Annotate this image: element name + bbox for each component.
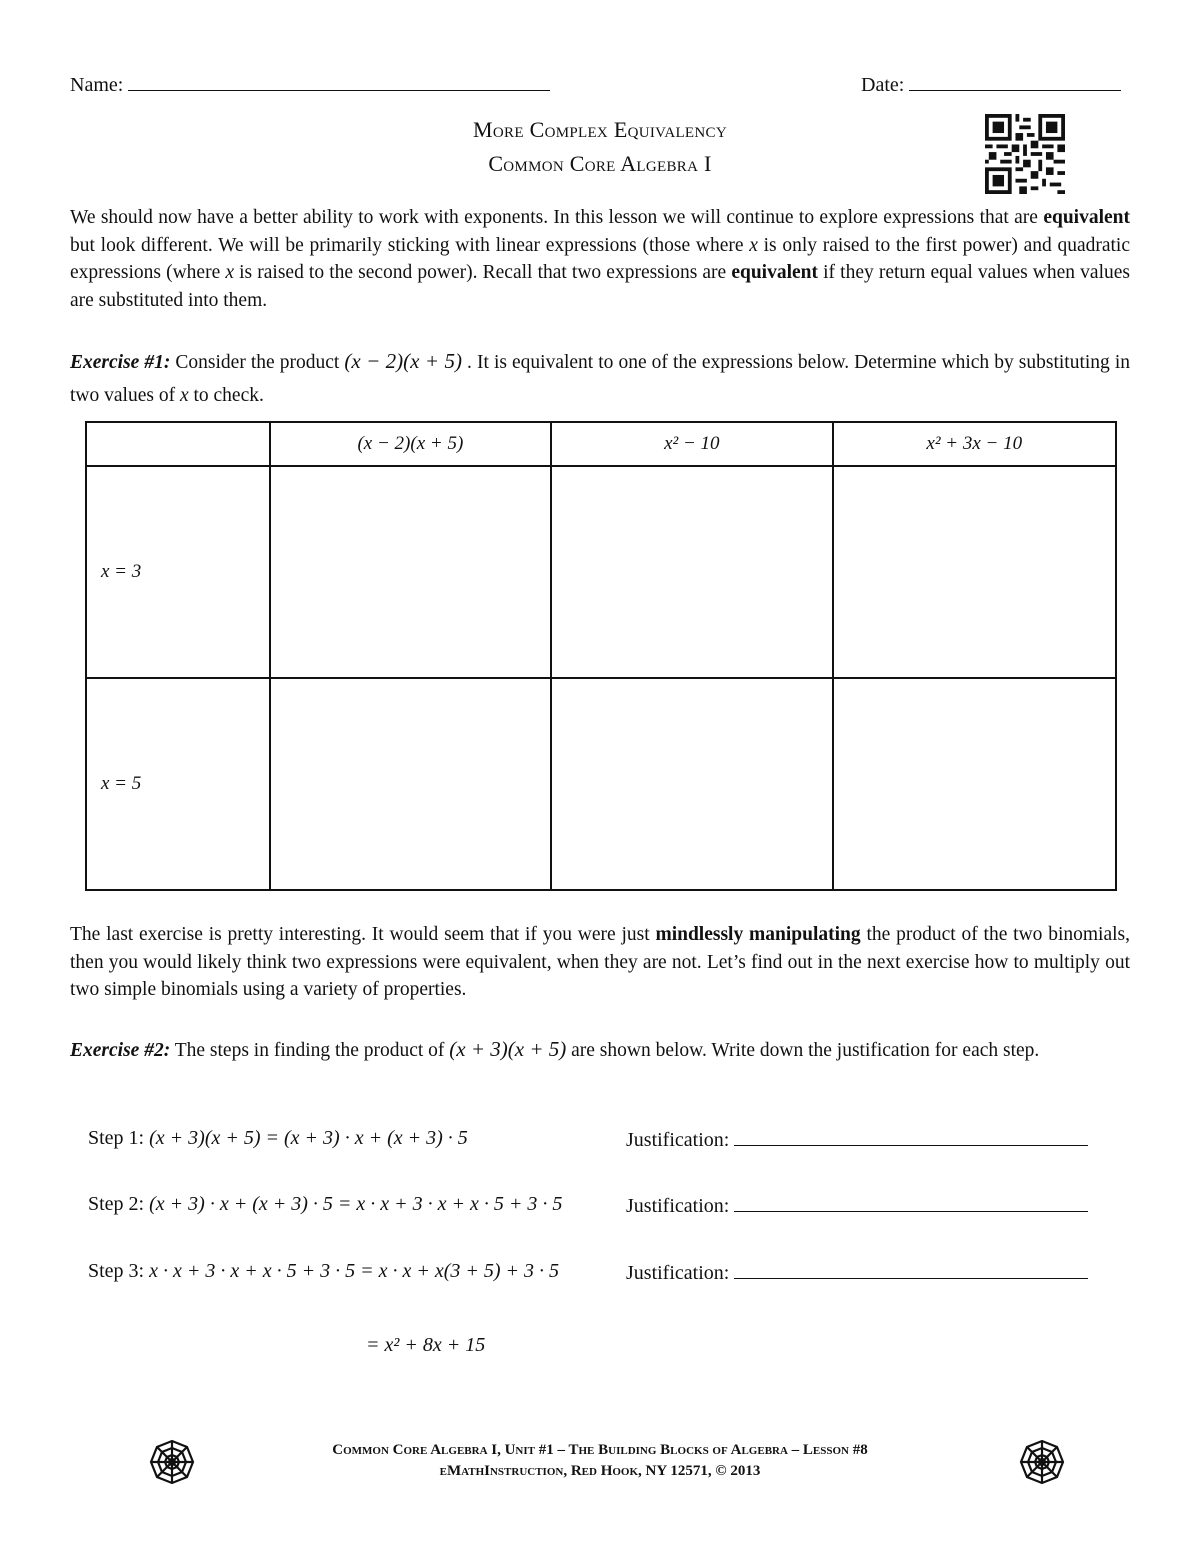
page-title: More Complex Equivalency <box>473 117 727 142</box>
table-header-empty <box>86 422 270 466</box>
answer-cell[interactable] <box>833 678 1116 890</box>
intro-text-3: is only raised to the first power) and quadratic expressions (where <box>70 234 1130 283</box>
table-row <box>86 466 1116 678</box>
intro-bold-equivalent-1: equivalent <box>1043 207 1130 228</box>
middle-text-c: the product of the two binomials, then you would likely think two expressions were equivalent, when they are not. Let’s find out in the next exercise how to multiply out two simple binomials using a variety of properties. <box>70 924 1130 1000</box>
middle-paragraph <box>70 921 1130 1004</box>
exercise1-var-x: x <box>179 385 189 406</box>
justification-blank-line[interactable] <box>734 1193 1088 1212</box>
answer-cell[interactable] <box>551 466 832 678</box>
intro-bold-equivalent-2: equivalent <box>731 262 819 283</box>
date-label: Date: <box>861 74 905 96</box>
justification-label: Justification: <box>626 1262 730 1284</box>
page-subtitle: Common Core Algebra I <box>488 151 712 176</box>
answer-cell[interactable] <box>551 678 832 890</box>
exercise2-text-a: The steps in finding the product of <box>170 1040 450 1061</box>
justification-label: Justification: <box>626 1195 730 1217</box>
exercise2-text-b: are shown below. Write down the justification for each step. <box>566 1040 1040 1061</box>
intro-paragraph <box>70 204 1130 314</box>
footer-publisher-line: eMathInstruction, Red Hook, NY 12571, © 2013 <box>439 1463 761 1479</box>
table-header-option-b: x² + 3x − 10 <box>833 422 1116 466</box>
intro-text-5: if they return equal values when values are substituted into them. <box>70 262 1130 311</box>
exercise1-label: Exercise #1: <box>70 352 171 373</box>
justification-blank-line[interactable] <box>734 1260 1088 1279</box>
date-field <box>861 72 1121 97</box>
table-header-row <box>86 422 1116 466</box>
justification-blank-line[interactable] <box>734 1127 1088 1146</box>
exercise1-expression: (x − 2)(x + 5) <box>344 349 463 373</box>
step-1-label: Step 1: <box>88 1127 145 1149</box>
exercise2-expression: (x + 3)(x + 5) <box>449 1037 567 1061</box>
table-row <box>86 678 1116 890</box>
answer-cell[interactable] <box>270 466 551 678</box>
step-1-math: (x + 3)(x + 5) = (x + 3) · x + (x + 3) · 5 <box>149 1127 468 1149</box>
step-2-math: (x + 3) · x + (x + 3) · 5 = x · x + 3 · x + x · 5 + 3 · 5 <box>149 1193 563 1215</box>
step-2-label: Step 2: <box>88 1193 145 1215</box>
step-1-justification <box>626 1127 1088 1152</box>
step-2-justification <box>626 1193 1088 1218</box>
exercise1-prompt <box>70 345 1130 412</box>
intro-var-x-2: x <box>225 262 235 283</box>
step-3 <box>88 1260 559 1283</box>
step-2 <box>88 1193 562 1216</box>
middle-text-a: The last exercise is pretty interesting. It would seem that if you were just <box>70 924 656 945</box>
step-3-justification <box>626 1260 1088 1285</box>
intro-text-1: We should now have a better ability to work with exponents. In this lesson we will continue to explore expressions that are <box>70 207 1044 228</box>
name-blank-line[interactable] <box>128 72 550 91</box>
exercise1-text-a: Consider the product <box>170 352 345 373</box>
exercise1-text-c: to check. <box>188 385 264 406</box>
row-label-x5: x = 5 <box>86 678 270 890</box>
intro-text-4: is raised to the second power). Recall that two expressions are <box>234 262 732 283</box>
row-label-x3: x = 3 <box>86 466 270 678</box>
middle-bold: mindlessly manipulating <box>655 924 861 945</box>
answer-cell[interactable] <box>833 466 1116 678</box>
substitution-table <box>85 421 1117 891</box>
step-3-math: x · x + 3 · x + x · 5 + 3 · 5 = x · x + x(3 + 5) + 3 · 5 <box>149 1260 560 1282</box>
name-field <box>70 72 550 97</box>
name-label: Name: <box>70 74 124 96</box>
qr-code-icon <box>983 114 1067 194</box>
footer-course-line: Common Core Algebra I, Unit #1 – The Building Blocks of Algebra – Lesson #8 <box>332 1442 868 1458</box>
intro-text-2: but look different. We will be primarily sticking with linear expressions (those where <box>70 234 750 256</box>
step-3-final-result: = x² + 8x + 15 <box>366 1334 486 1356</box>
exercise2-label: Exercise #2: <box>70 1040 171 1061</box>
exercise1-text-b: . It is equivalent to one of the expressions below. Determine which by substituting in two values of <box>70 352 1130 406</box>
exercise2-prompt <box>70 1032 1130 1068</box>
justification-label: Justification: <box>626 1129 730 1151</box>
table-header-option-a: x² − 10 <box>551 422 832 466</box>
answer-cell[interactable] <box>270 678 551 890</box>
step-1 <box>88 1127 468 1150</box>
date-blank-line[interactable] <box>909 72 1121 91</box>
step-3-label: Step 3: <box>88 1260 145 1282</box>
table-header-product: (x − 2)(x + 5) <box>270 422 551 466</box>
intro-var-x-1: x <box>749 234 758 256</box>
